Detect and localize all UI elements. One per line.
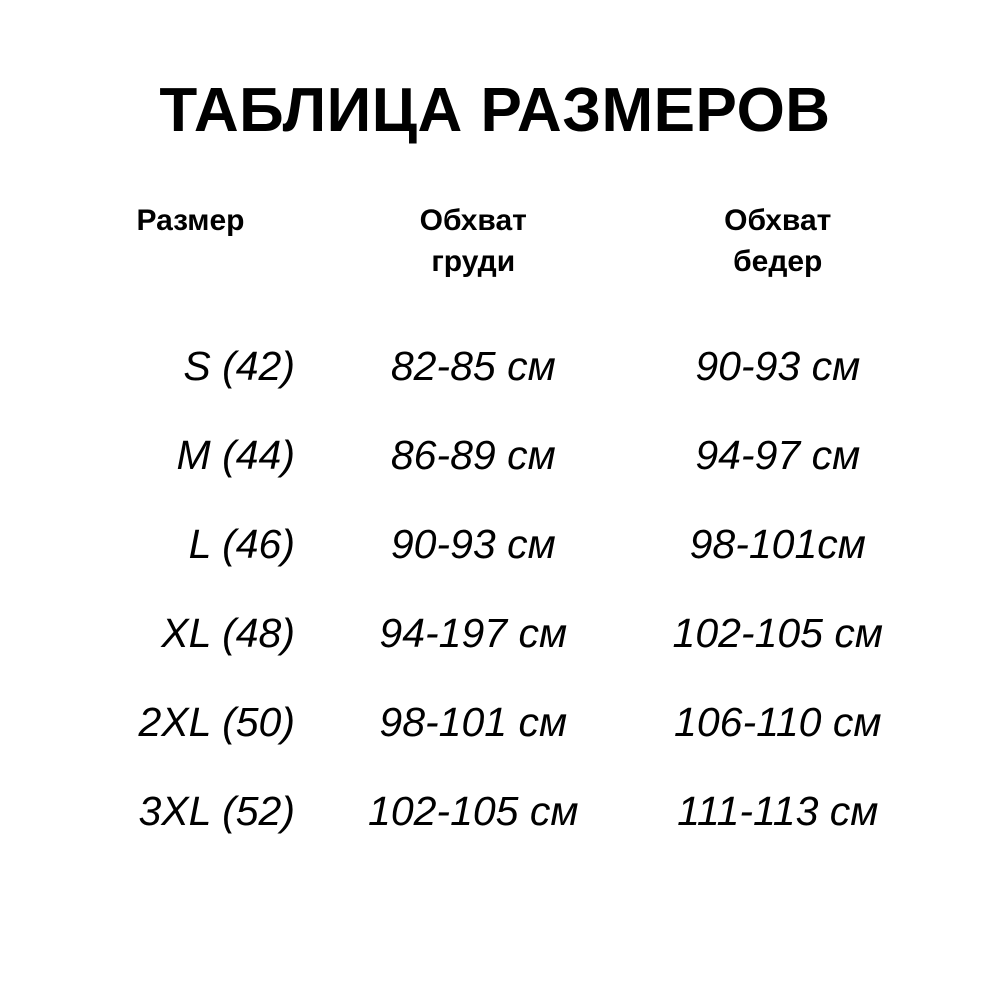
cell-chest: 94-197 см: [379, 610, 568, 657]
table-row: [60, 411, 930, 500]
cell-size: XL (48): [161, 610, 295, 657]
column-header-chest-line1: Обхват: [419, 204, 527, 238]
column-header-chest: [321, 201, 626, 322]
cell-hips: 94-97 см: [695, 432, 861, 479]
column-header-hips-line2: бедер: [733, 244, 823, 278]
table-row: [60, 589, 930, 678]
cell-chest: 102-105 см: [368, 788, 579, 835]
column-header-size: Размер: [136, 204, 245, 238]
cell-hips: 90-93 см: [695, 343, 861, 390]
page-title: ТАБЛИЦА РАЗМЕРОВ: [159, 76, 831, 145]
cell-size: M (44): [176, 432, 295, 479]
table-header: [60, 201, 930, 322]
cell-chest: 90-93 см: [390, 521, 556, 568]
cell-hips: 106-110 см: [674, 699, 882, 746]
table-body: [60, 322, 930, 856]
column-header-hips: [626, 201, 931, 322]
cell-chest: 98-101 см: [379, 699, 568, 746]
cell-hips: 111-113 см: [677, 788, 879, 835]
cell-size: L (46): [188, 521, 295, 568]
table-row: [60, 678, 930, 767]
size-table: [60, 201, 930, 856]
cell-chest: 82-85 см: [390, 343, 556, 390]
column-header-hips-line1: Обхват: [724, 204, 832, 238]
size-table-container: [0, 201, 990, 856]
cell-size: 3XL (52): [138, 788, 295, 835]
cell-size: 2XL (50): [138, 699, 295, 746]
table-row: [60, 322, 930, 411]
table-row: [60, 767, 930, 856]
cell-hips: 98-101см: [689, 521, 866, 568]
table-row: [60, 500, 930, 589]
column-header-chest-line2: груди: [431, 244, 516, 278]
table-header-row: [60, 201, 930, 322]
cell-hips: 102-105 см: [672, 610, 883, 657]
cell-size: S (42): [183, 343, 295, 390]
cell-chest: 86-89 см: [390, 432, 556, 479]
